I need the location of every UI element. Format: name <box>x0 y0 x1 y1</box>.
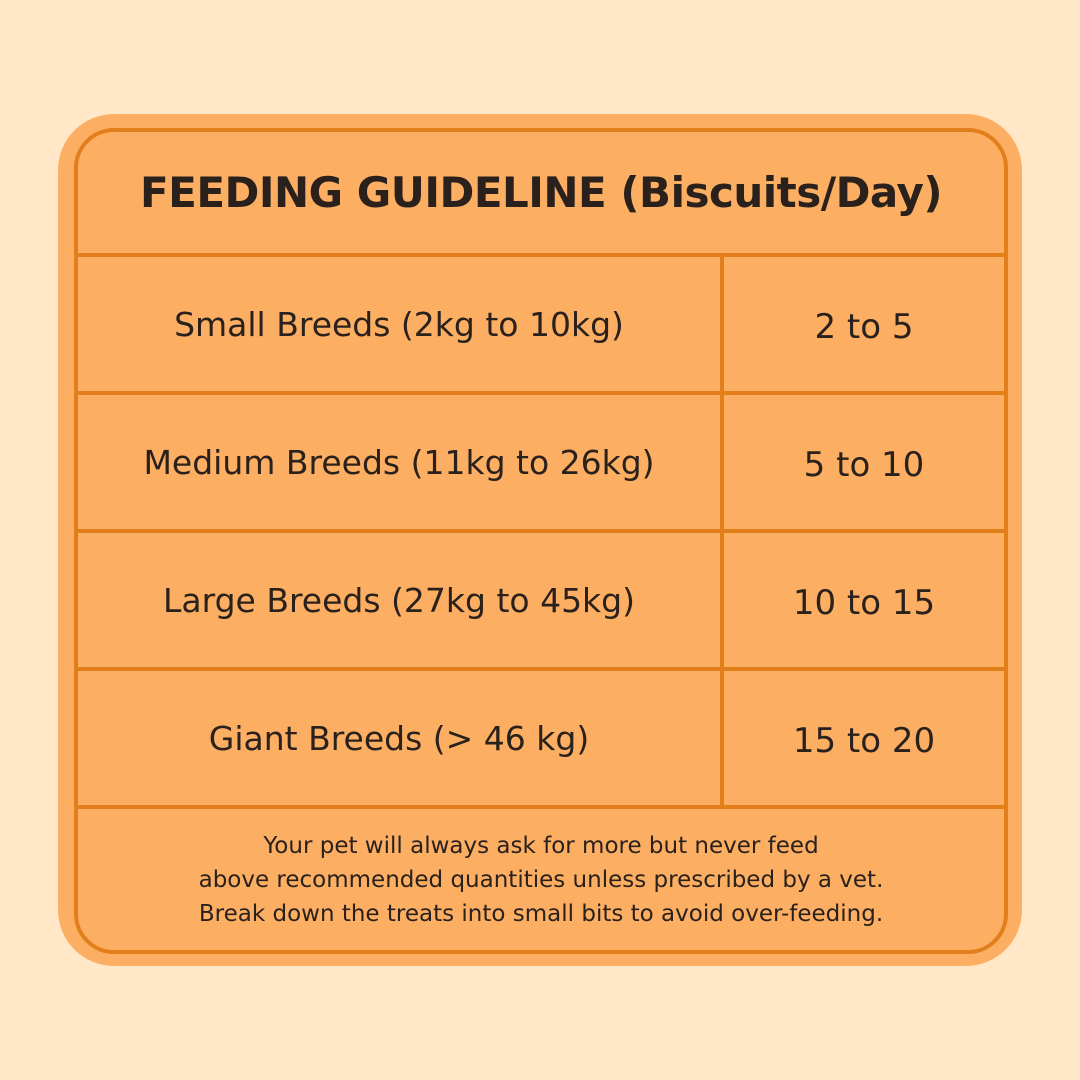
quantity-cell: 10 to 15 <box>792 583 936 623</box>
table-title: FEEDING GUIDELINE (Biscuits/Day) <box>139 168 943 217</box>
note-line: above recommended quantities unless prescribed by a vet. <box>198 866 884 893</box>
table-header <box>78 132 1004 257</box>
quantity-cell: 2 to 5 <box>814 307 914 347</box>
note-line: Your pet will always ask for more but never feed <box>263 832 819 859</box>
guideline-table <box>74 128 1008 954</box>
table-row <box>78 671 1004 809</box>
breed-cell: Giant Breeds (> 46 kg) <box>78 671 724 805</box>
table-row <box>78 395 1004 533</box>
feeding-note <box>78 809 1004 950</box>
note-line: Break down the treats into small bits to avoid over-feeding. <box>198 900 884 927</box>
quantity-cell: 15 to 20 <box>792 721 936 761</box>
table-row <box>78 257 1004 395</box>
quantity-cell: 5 to 10 <box>803 445 925 485</box>
breed-cell: Medium Breeds (11kg to 26kg) <box>78 395 724 529</box>
table-row <box>78 533 1004 671</box>
breed-cell: Large Breeds (27kg to 45kg) <box>78 533 724 667</box>
breed-cell: Small Breeds (2kg to 10kg) <box>78 257 724 391</box>
